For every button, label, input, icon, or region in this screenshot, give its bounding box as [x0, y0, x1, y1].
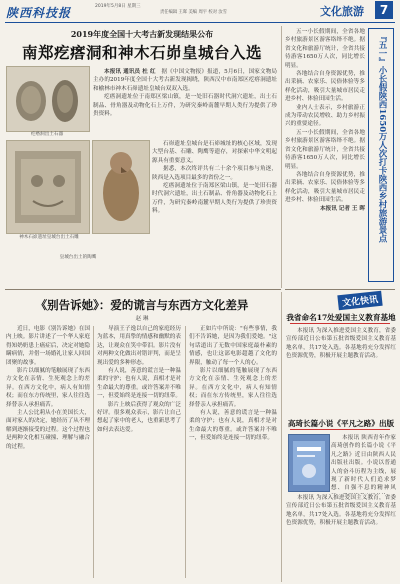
- feature-paragraph: 主人公比莉从小在美国长大，面对家人的决定，她经历了从不理解到逐渐接受的过程。这个过程也是两种文化相互碰撞、理解与融合的过程。: [6, 410, 90, 450]
- paper-logo: 陕西科技报: [6, 6, 72, 20]
- culture-item2-body-cont: [286, 494, 396, 580]
- sidebar-paragraph: 各地结合自身资源优势，推出采摘、农家乐、民俗体验等多样化活动，吸引大量城市居民走进乡村、体验田园生活。: [285, 171, 365, 204]
- culture-item1-text: 本报讯 为深入推进爱国主义教育，省委宣传部近日公布第五批省级爱国主义教育基地名单，共17处入选。各基地将充分发挥红色资源优势，积极开展主题教育活动。: [286, 328, 396, 360]
- feature-paragraph: 有人说，善意的谎言是一种温柔的守护；也有人说，真相才是对生命最大的尊重。或许答案并不唯一，但爱始终是连接一切的纽带。: [97, 368, 181, 400]
- lead-headline: 南郑疙瘩洞和神木石峁皇城台入选: [21, 43, 262, 62]
- page-number: 7: [375, 1, 393, 19]
- lead-kicker: 2019年度全国十大考古新发现结果公布: [70, 29, 214, 39]
- culture-label: 文化快讯: [337, 291, 382, 311]
- section-title: 文化旅游: [320, 5, 364, 18]
- culture-item2-text: 本报讯 为深入推进爱国主义教育，省委宣传部近日公布第五批省级爱国主义教育基地名单，共17处入选。各基地将充分发挥红色资源优势，积极开展主题教育活动。: [286, 495, 396, 527]
- issue-date: 2019年5月8日 星期三: [95, 4, 141, 9]
- feature-paragraph: 导演王子逸以自己的家庭经历为蓝本，用真挚的情感和幽默的表达，让观众在笑中带泪。影片没有对两种文化做出对错评判，而是呈现出爱的多种形态。: [97, 326, 181, 366]
- sidebar-paragraph: 五一小长假期间，全省各地乡村旅游景区游客络绎不绝。据省文化和旅游厅统计，全省共接待游客1650万人次，同比增长明显。: [285, 29, 365, 69]
- lead-paragraph: 石峁遗址皇城台是石峁城址的核心区域，发现大型台基、石雕、陶鹰等遗存，对探索中华文明起源具有重要意义。: [152, 141, 277, 164]
- feature-paragraph: 有人说，善意的谎言是一种温柔的守护；也有人说，真相才是对生命最大的尊重。或许答案并不唯一，但爱始终是连接一切的纽带。: [189, 410, 277, 442]
- photo-eagle: [92, 140, 150, 234]
- stone-carving-icon: [7, 141, 89, 233]
- feature-paragraph: 影片以细腻的笔触展现了东西方文化在亲情、生死观念上的差异。在西方文化中，病人有知情权；而在东方传统里，家人往往选择替亲人承担痛苦。: [6, 368, 90, 408]
- editor-line: 责任编辑 王晖 美编 周宇 校对 汝雪: [160, 10, 227, 15]
- sidebar-byline: 本报讯 记者 王 晖: [320, 205, 365, 212]
- lead-paragraph: 疙瘩洞遗址位于南郑区梁山镇，是一处旧石器时代洞穴遗址，出土石制品、骨角器及动物化石上万件，为研究秦岭南麓早期人类行为提供了珍贵资料。: [93, 94, 277, 118]
- stone-tool-icon: [7, 67, 89, 131]
- clay-eagle-icon: [93, 141, 149, 233]
- feature-paragraph: 影片上映后获得了观众的广泛好评。很多观众表示，影片让自己想起了家中的老人，也重新思考了如何去表达爱。: [97, 401, 181, 433]
- feature-paragraph: 影片以细腻的笔触展现了东西方文化在亲情、生死观念上的差异。在西方文化中，病人有知情权；而在东方传统里，家人往往选择替亲人承担痛苦。: [189, 368, 277, 408]
- sidebar-title-text: 『五一』小长假陕西1650万人次打卡陕西乡村旅游景点: [377, 32, 387, 243]
- photo-stone-tools: [6, 66, 90, 132]
- lead-body-cont: [152, 140, 277, 262]
- sidebar-body: [285, 28, 365, 284]
- lead-paragraph: 本报讯 通讯员 杜 红 据《中国文物报》报道，5月6日，国家文物局主办的2019年度全国十大考古新发现揭晓，陕西汉中市南郑区疙瘩洞遗址和榆林市神木石峁遗址皇城台双双入选。: [93, 69, 277, 92]
- culture-item1-title: 我省命名17处爱国主义教育基地: [286, 313, 396, 322]
- masthead: [0, 0, 400, 26]
- feature-byline: 赵 琳: [135, 316, 149, 322]
- lead-body: [93, 68, 277, 138]
- sidebar-title: [368, 28, 394, 282]
- photo3-caption: 皇城台出土的陶鹰: [59, 255, 97, 260]
- culture-item1-body: [286, 327, 396, 415]
- lead-paragraph: 据悉，本次终评共有二十余个项目参与角逐，陕西是入选项目最多的省份之一。: [152, 166, 277, 181]
- feature-col-3: [189, 325, 277, 581]
- book-icon: [289, 435, 329, 491]
- book-cover: [288, 434, 330, 492]
- lead-paragraph: 疙瘩洞遗址位于南郑区梁山镇，是一处旧石器时代洞穴遗址，出土石制品、骨角器及动物化石上万件，为研究秦岭南麓早期人类行为提供了珍贵资料。: [152, 183, 277, 215]
- feature-paragraph: 正如片中所说："有些事情，我们不告诉她，是因为我们爱她。"这句话道出了无数中国家庭最朴素的情感，也让这部电影超越了文化的界限，触动了每一个人的心。: [189, 326, 277, 366]
- culture-item2-body: [331, 434, 396, 494]
- sidebar-paragraph: 业内人士表示，乡村旅游正成为带动农民增收、助力乡村振兴的重要途径。: [285, 104, 365, 128]
- culture-item2-text: 本报讯 陕西青年作家高琦创作的长篇小说《平凡之路》近日由陕西人民出版社出版。小说以普通人的奋斗历程为主线，展现了新时代人们追求梦想、自强不息的精神风: [331, 435, 396, 492]
- photo1-caption: 疙瘩洞出土石器: [30, 132, 64, 137]
- feature-col-1: [6, 325, 90, 581]
- feature-paragraph: 近日，电影《别告诉她》在国内上映。影片讲述了一个华人家庭得知奶奶患上癌症后，决定对她隐瞒病情，并借一场婚礼让家人回国团聚的故事。: [6, 326, 90, 366]
- feature-col-2: [97, 325, 181, 581]
- feature-title: 《别告诉她》：爱的谎言与东西方文化差异: [35, 298, 249, 312]
- photo2-caption: 神木石峁遗址皇城台出土石雕: [19, 235, 79, 240]
- photo-stone-carving: [6, 140, 90, 234]
- sidebar-paragraph: 五一小长假期间，全省各地乡村旅游景区游客络绎不绝。据省文化和旅游厅统计，全省共接待游客1650万人次，同比增长明显。: [285, 129, 365, 170]
- sidebar-paragraph: 各地结合自身资源优势，推出采摘、农家乐、民俗体验等多样化活动，吸引大量城市居民走进乡村、体验田园生活。: [285, 71, 365, 103]
- culture-item2-title: 高琦长篇小说《平凡之路》出版: [287, 419, 395, 428]
